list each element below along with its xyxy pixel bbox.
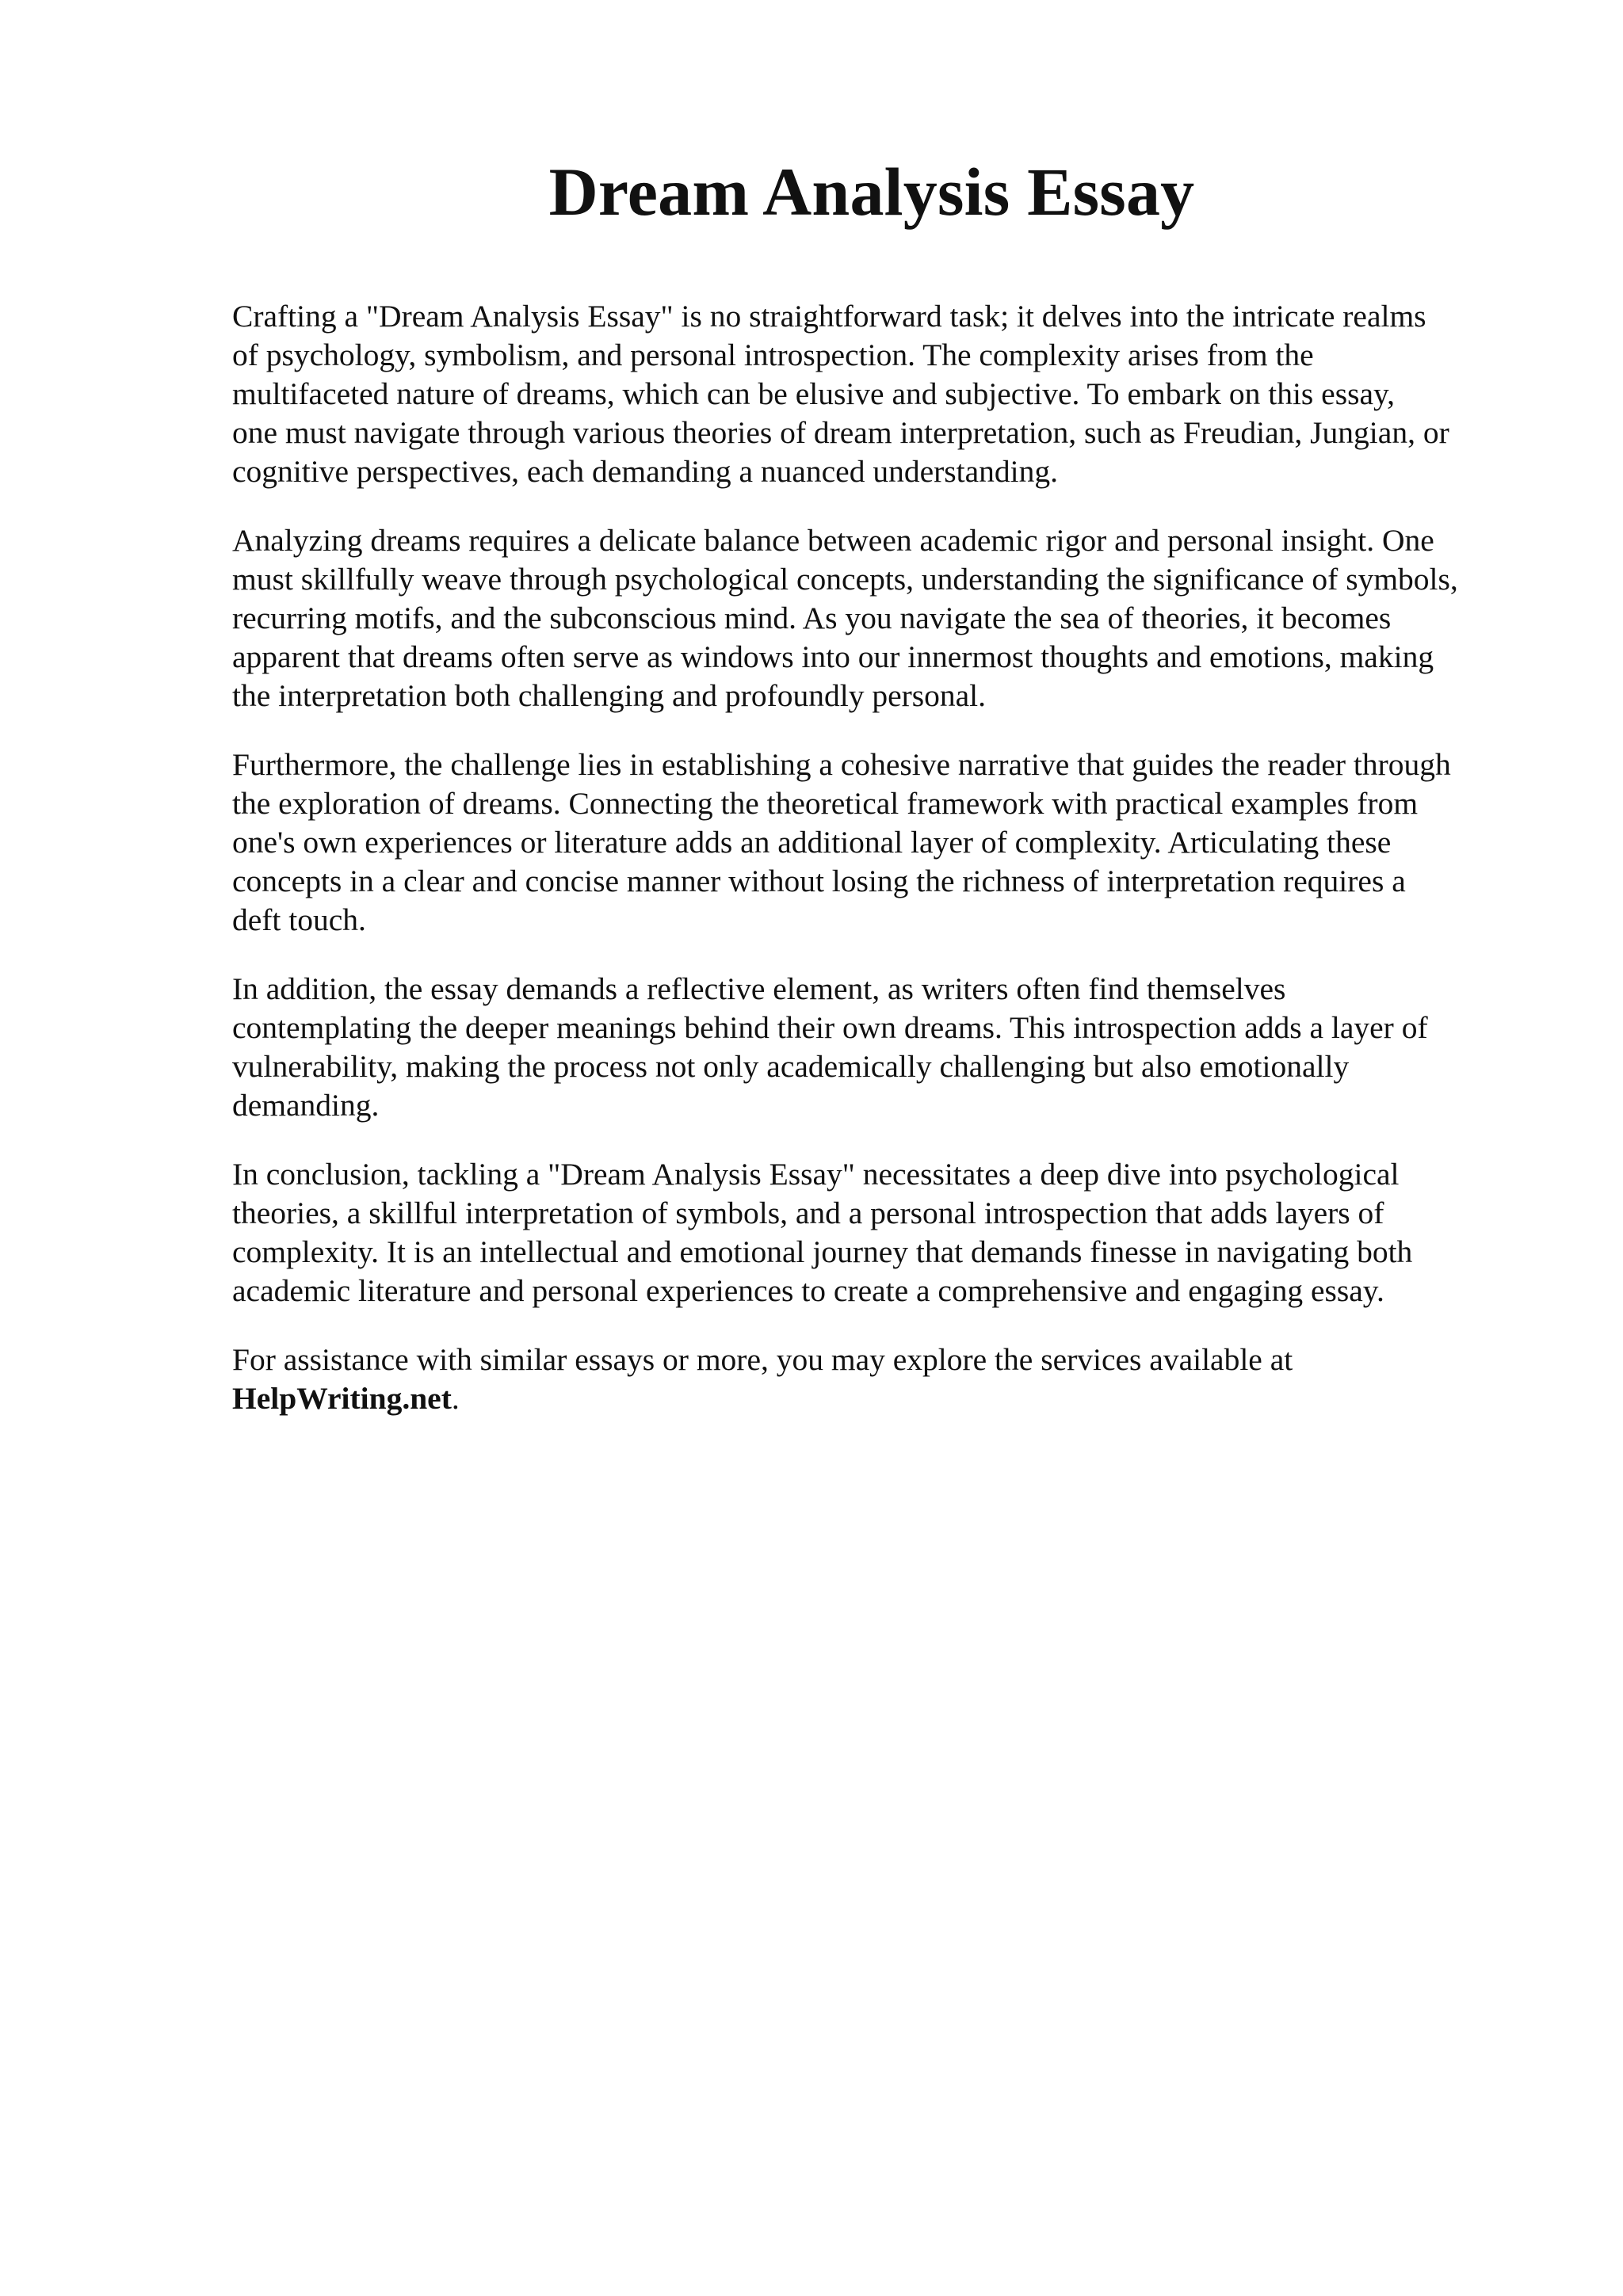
closing-suffix: . xyxy=(451,1381,460,1416)
paragraph-line: the exploration of dreams. Connecting the theoretical framework with practical examples from xyxy=(232,786,1419,821)
paragraph-4 xyxy=(232,970,1532,1125)
paragraph-line: Crafting a "Dream Analysis Essay" is no straightforward task; it delves into the intricate realms xyxy=(232,299,1426,334)
paragraph-line: apparent that dreams often serve as windows into our innermost thoughts and emotions, making xyxy=(232,639,1434,674)
paragraph-line: must skillfully weave through psychological concepts, understanding the significance of symbols, xyxy=(232,562,1458,597)
paragraph-line: demanding. xyxy=(232,1088,380,1123)
paragraph-line: contemplating the deeper meanings behind their own dreams. This introspection adds a layer of xyxy=(232,1010,1428,1045)
paragraph-line: cognitive perspectives, each demanding a nuanced understanding. xyxy=(232,454,1058,489)
paragraph-line: theories, a skillful interpretation of symbols, and a personal introspection that adds layers of xyxy=(232,1196,1384,1230)
paragraph-2 xyxy=(232,521,1532,715)
paragraph-line: deft touch. xyxy=(232,902,366,937)
paragraph-line: Analyzing dreams requires a delicate balance between academic rigor and personal insight. One xyxy=(232,523,1434,558)
paragraph-line: recurring motifs, and the subconscious mind. As you navigate the sea of theories, it becomes xyxy=(232,601,1392,635)
paragraph-line: Furthermore, the challenge lies in establishing a cohesive narrative that guides the reader through xyxy=(232,747,1451,782)
paragraph-line: one's own experiences or literature adds an additional layer of complexity. Articulating these xyxy=(232,825,1392,860)
paragraph-3 xyxy=(232,746,1532,940)
paragraph-line: multifaceted nature of dreams, which can be elusive and subjective. To embark on this essay, xyxy=(232,376,1396,411)
paragraph-line: In addition, the essay demands a reflective element, as writers often find themselves xyxy=(232,971,1286,1006)
paragraph-line: complexity. It is an intellectual and emotional journey that demands finesse in navigating both xyxy=(232,1234,1413,1269)
document-body xyxy=(232,297,1532,1448)
paragraph-line: of psychology, symbolism, and personal introspection. The complexity arises from the xyxy=(232,338,1314,372)
closing-link-line xyxy=(232,1379,1532,1418)
closing-line: For assistance with similar essays or more, you may explore the services available at xyxy=(232,1342,1293,1377)
document-title: Dream Analysis Essay xyxy=(548,154,1195,230)
closing-paragraph xyxy=(232,1341,1532,1418)
paragraph-line: concepts in a clear and concise manner without losing the richness of interpretation requires a xyxy=(232,864,1406,898)
paragraph-line: academic literature and personal experiences to create a comprehensive and engaging essay. xyxy=(232,1273,1384,1308)
paragraph-1 xyxy=(232,297,1532,491)
paragraph-line: In conclusion, tackling a "Dream Analysis Essay" necessitates a deep dive into psychological xyxy=(232,1157,1400,1192)
paragraph-line: one must navigate through various theories of dream interpretation, such as Freudian, Jungian, or xyxy=(232,415,1449,450)
paragraph-line: vulnerability, making the process not only academically challenging but also emotionally xyxy=(232,1049,1350,1084)
paragraph-line: the interpretation both challenging and profoundly personal. xyxy=(232,678,987,713)
paragraph-5 xyxy=(232,1155,1532,1310)
helpwriting-link[interactable]: HelpWriting.net xyxy=(232,1381,452,1416)
